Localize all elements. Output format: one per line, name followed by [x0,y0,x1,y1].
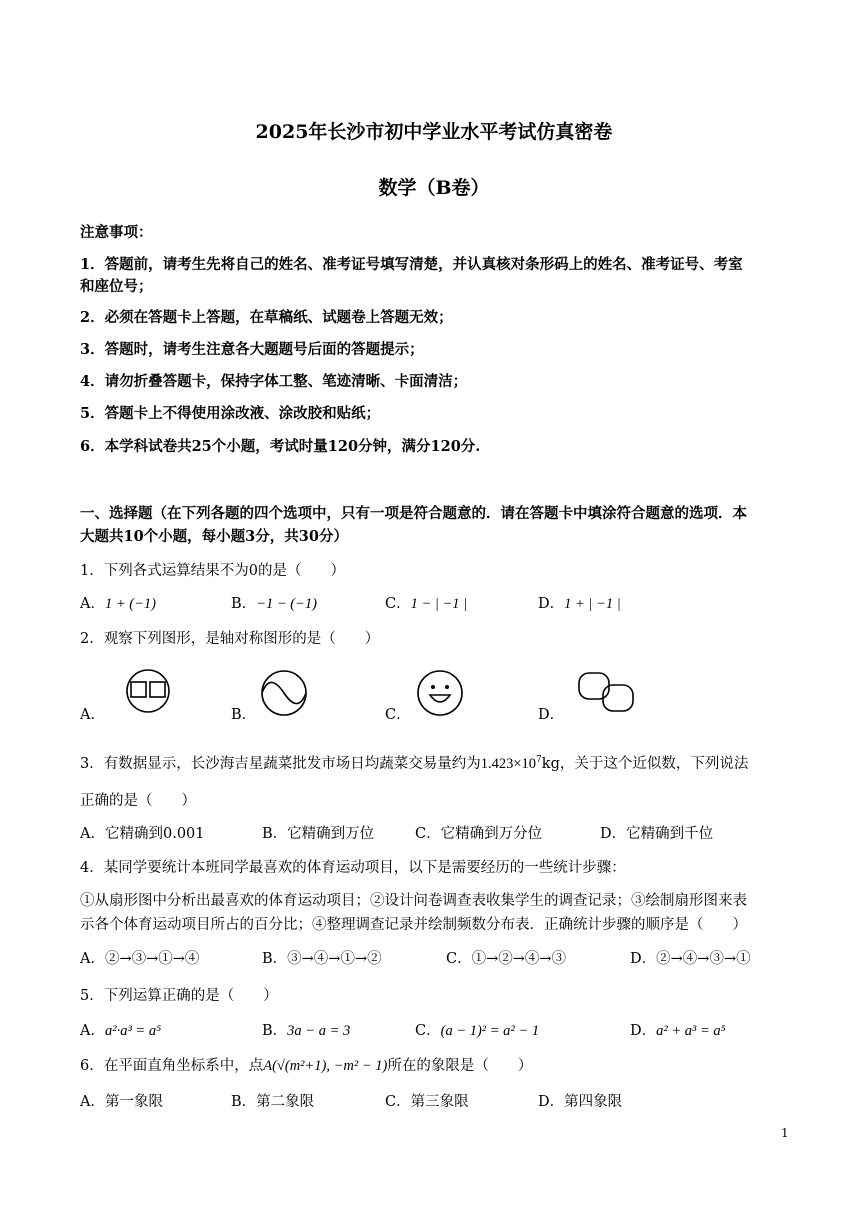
q3-option-c: C．它精确到万分位 [415,826,543,842]
q2-option-d-label: D． [538,707,565,723]
note-item: 1．答题前，请考生先将自己的姓名、准考证号填写清楚，并认真核对条形码上的姓名、准考证号、考室 [80,256,743,273]
note-item: 3．答题时，请考生注意各大题题号后面的答题提示； [80,341,424,358]
question-4-steps: ①从扇形图中分析出最喜欢的体育运动项目；②设计问卷调查表收集学生的调查记录；③绘制扇形图来表 [80,893,747,909]
q5-option-a: A．a²·a³ = a⁵ [80,1023,162,1039]
note-item: 和座位号； [80,278,153,295]
q1-option-a: A．1 + (−1) [80,596,156,612]
q2-option-a-label: A． [80,707,105,723]
q4-option-d: D．②→④→③→① [630,951,751,967]
q4-option-c: C．①→②→④→③ [446,951,567,967]
note-item: 4．请勿折叠答题卡，保持字体工整、笔迹清晰、卡面清洁； [80,373,468,390]
q2-option-b-label: B． [231,707,257,723]
q1-option-b: B．−1 − (−1) [231,596,317,612]
s-curve-circle-figure [258,667,310,719]
note-item: 6．本学科试卷共25个小题，考试时量120分钟，满分120分. [80,438,481,455]
smiley-face-figure [414,667,466,719]
q6-option-a: A．第一象限 [80,1094,163,1110]
exam-title: 2025年长沙市初中学业水平考试仿真密卷 [255,121,613,143]
q6-option-c: C．第三象限 [385,1094,469,1110]
question-6-stem: 6．在平面直角坐标系中，点A(√(m²+1), −m² − 1)所在的象限是（ ） [80,1058,533,1074]
question-4-stem: 4．某同学要统计本班同学最喜欢的体育运动项目，以下是需要经历的一些统计步骤： [80,860,626,876]
question-5-stem: 5．下列运算正确的是（ ） [80,988,278,1004]
q6-option-b: B．第二象限 [231,1094,315,1110]
section-heading: 一、选择题（在下列各题的四个选项中，只有一项是符合题意的．请在答题卡中填涂符合题意的选项．本 [80,505,747,522]
note-item: 2．必须在答题卡上答题，在草稿纸、试题卷上答题无效； [80,309,453,326]
coin-squares-figure [113,667,185,715]
q5-option-b: B．3a − a = 3 [262,1023,351,1039]
point-a-expression: A(√(m²+1), −m² − 1) [263,1058,388,1074]
note-item: 5．答题卡上不得使用涂改液、涂改胶和贴纸； [80,405,381,422]
q4-option-a: A．②→③→①→④ [80,951,200,967]
q5-option-d: D．a² + a³ = a⁵ [630,1023,726,1039]
q1-option-d: D．1 + | −1 | [538,596,621,612]
notes-heading: 注意事项： [80,224,153,241]
question-1-stem: 1．下列各式运算结果不为0的是（ ） [80,563,345,579]
q3-option-d: D．它精确到千位 [600,826,714,842]
page-number: 1 [781,1126,789,1140]
exam-subtitle: 数学（B卷） [378,177,490,199]
q2-option-c-label: C． [385,707,411,723]
q3-option-b: B．它精确到万位 [262,826,375,842]
interlocked-squares-figure [575,667,641,719]
q6-option-d: D．第四象限 [538,1094,623,1110]
question-3-stem-cont: 正确的是（ ） [80,793,196,809]
q3-option-a: A．它精确到0.001 [80,826,205,842]
question-4-steps-cont: 示各个体育运动项目所占的百分比；④整理调查记录并绘制频数分布表．正确统计步骤的顺序是（ ） [80,917,747,933]
q4-option-b: B．③→④→①→② [262,951,382,967]
q5-option-c: C．(a − 1)² = a² − 1 [415,1023,540,1039]
section-heading-cont: 大题共10个小题，每小题3分，共30分） [80,528,348,545]
question-3-stem: 3．有数据显示，长沙海吉星蔬菜批发市场日均蔬菜交易量约为$1.423\times 10^7kg$，关于这个近似数，下列说法 [80,755,749,772]
q1-option-c: C．1 − | −1 | [385,596,468,612]
question-2-stem: 2．观察下列图形，是轴对称图形的是（ ） [80,631,380,647]
